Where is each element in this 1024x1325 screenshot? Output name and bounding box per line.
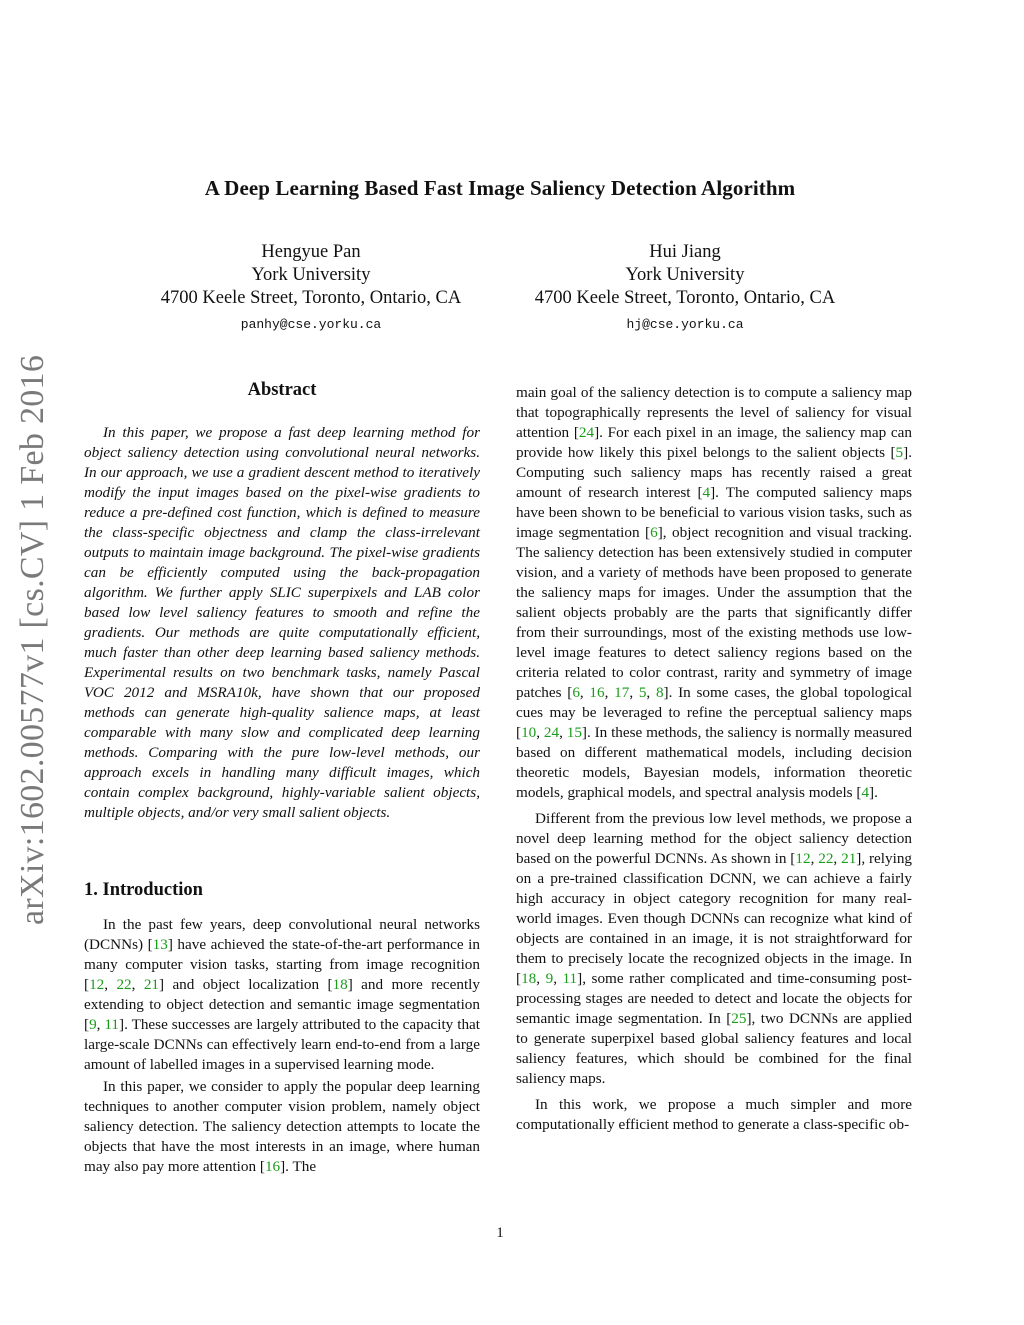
paper-title: A Deep Learning Based Fast Image Saliency Detection Algorithm [204,176,796,200]
author-address: 4700 Keele Street, Toronto, Ontario, CA [534,288,836,308]
citation-link[interactable]: 18 [332,976,348,993]
body-paragraph-1: main goal of the saliency detection is to compute a saliency map that topographically represents the level of saliency for visual attention [24]. For each pixel in an image, the saliency map can provide how likely this pixel belongs to the salient objects [5]. Computing such saliency maps has recently raised a great amount of research interest [4]. The computed saliency maps have been shown to be beneficial to various vision tasks, such as image segmentation [6], object recognition and visual tracking. The saliency detection has been extensively studied in computer vision, and a variety of methods have been proposed to generate the saliency maps for images. Under the assumption that the salient objects probably are the parts that significantly differ from their surroundings, most of the existing methods use low-level image features to detect saliency regions based on the criteria related to color contrast, rarity and symmetry of image patches [6, 16, 17, 5, 8]. In some cases, the global topological cues may be leveraged to refine the perceptual saliency maps [10, 24, 15]. In these methods, the saliency is normally measured based on different mathematical models, including decision theoretic models, Bayesian models, information theoretic models, graphical models, and spectral analysis models [4]. [516,384,913,801]
section-heading-introduction: 1. Introduction [84,880,203,900]
citation-link[interactable]: 6 [650,524,658,541]
body-paragraph-2: Different from the previous low level methods, we propose a novel deep learning method for the object saliency detection based on the powerful DCNNs. As shown in [12, 22, 21], relying on a pre-trained classification DCNN, we can achieve a fairly high accuracy in object category recognition for many real-world images. Even though DCNNs can recognize what kind of objects are contained in an image, it is not straightforward for them to precisely locate the recognized objects in the image. In [18, 9, 11], some rather complicated and time-consuming post-processing stages are needed to detect and locate the objects for semantic image segmentation. In [25], two DCNNs are applied to generate superpixel based global saliency features and local saliency features, which should be combined for the final saliency maps. [516,810,913,1087]
citation-link[interactable]: 24 [543,724,560,741]
citation-link[interactable]: 10 [521,724,537,741]
citation-link[interactable]: 21 [841,850,857,867]
abstract-heading: Abstract [247,380,317,400]
author-affiliation: York University [251,265,371,285]
citation-link[interactable]: 12 [795,850,811,867]
intro-paragraph-2: In this paper, we consider to apply the popular deep learning techniques to another computer vision problem, namely object saliency detection. The saliency detection attempts to locate the objects that have the most interests in an image, where human may also pay more attention [16]. The [84,1078,480,1175]
citation-link[interactable]: 4 [702,484,711,501]
citation-link[interactable]: 17 [614,684,630,701]
author-email[interactable]: panhy@cse.yorku.ca [240,317,382,332]
citation-link[interactable]: 15 [566,724,582,741]
citation-link[interactable]: 16 [264,1158,281,1175]
citation-link[interactable]: 13 [152,936,168,953]
citation-link[interactable]: 21 [143,976,159,993]
citation-link[interactable]: 18 [521,970,537,987]
citation-link[interactable]: 4 [861,784,870,801]
abstract-body [84,423,480,823]
citation-link[interactable]: 9 [89,1016,97,1033]
citation-link[interactable]: 16 [589,684,605,701]
citation-link[interactable]: 12 [89,976,105,993]
author-name: Hui Jiang [649,242,721,262]
author-email[interactable]: hj@cse.yorku.ca [626,317,744,332]
citation-link[interactable]: 5 [638,684,647,701]
abstract-text: In this paper, we propose a fast deep learning method for object saliency detection using convolutional neural networks. In our approach, we use a gradient descent method to iteratively modify the input images based on the pixel-wise gradients to reduce a pre-defined cost function, which is defined to measure the class-specific objectness and clamp the class-irrelevant outputs to maintain image background. The pixel-wise gradients can be efficiently computed using the back-propagation algorithm. We further apply SLIC superpixels and LAB color based low level saliency features to smooth and refine the gradients. Our methods are quite computationally efficient, much faster than other deep learning based saliency methods. Experimental results on two benchmark tasks, namely Pascal VOC 2012 and MSRA10k, have shown that our proposed methods can generate high-quality salience maps, at least comparable with many slow and complicated deep learning methods. Comparing with the pure low-level methods, our approach excels in handling many difficult images, which contain complex background, highly-variable salient objects, multiple objects, and/or very small salient objects. [84,424,480,821]
citation-link[interactable]: 8 [655,684,664,701]
intro-paragraph-1: In the past few years, deep convolutional neural networks (DCNNs) [13] have achieved the state-of-the-art performance in many computer vision tasks, starting from image recognition [12, 22, 21] and object localization [18] and more recently extending to object detection and semantic image segmentation [9, 11]. These successes are largely attributed to the capacity that large-scale DCNNs can effectively learn end-to-end from a large amount of labelled images in a supervised learning mode. [84,916,480,1073]
citation-link[interactable]: 9 [545,970,554,987]
arxiv-stamp: arXiv:1602.00577v1 [cs.CV] 1 Feb 2016 [14,354,51,925]
body-paragraph-3: In this work, we propose a much simpler and more computationally efficient method to generate a class-specific ob- [516,1096,912,1133]
citation-link[interactable]: 6 [572,684,580,701]
intro-body [84,915,480,1177]
right-column-body [516,383,912,1135]
citation-link[interactable]: 24 [578,424,595,441]
page-number: 1 [496,1225,504,1241]
author-block-1 [111,241,511,336]
citation-link[interactable]: 22 [818,850,834,867]
citation-link[interactable]: 11 [562,970,578,987]
citation-link[interactable]: 25 [731,1010,747,1027]
author-block-2 [485,241,885,336]
author-address: 4700 Keele Street, Toronto, Ontario, CA [160,288,462,308]
author-name: Hengyue Pan [261,242,361,262]
author-affiliation: York University [625,265,745,285]
citation-link[interactable]: 11 [104,1016,120,1033]
citation-link[interactable]: 22 [116,976,132,993]
citation-link[interactable]: 5 [895,444,904,461]
